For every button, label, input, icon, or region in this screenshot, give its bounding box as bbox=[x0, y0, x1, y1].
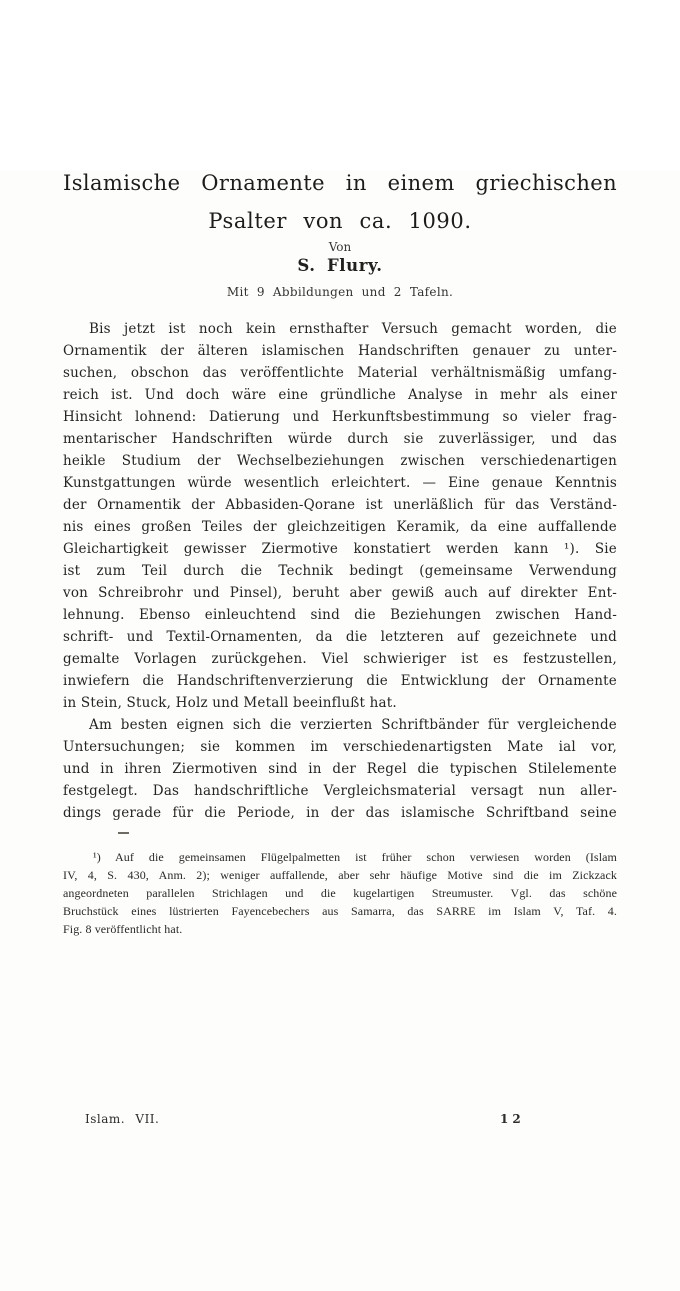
text-line: der Ornamentik der Abbasiden-Qorane ist unerläßlich für das Verständ- bbox=[63, 497, 617, 513]
text-line: Hinsicht lohnend: Datierung und Herkunftsbestimmung so vieler frag- bbox=[63, 409, 617, 425]
text-line: schrift- und Textil-Ornamenten, da die letzteren auf gezeichnete und bbox=[63, 629, 617, 645]
footnote-line: IV, 4, S. 430, Anm. 2); weniger auffallende, aber sehr häufige Motive sind die im Zickzack bbox=[63, 868, 617, 882]
text-line: nis eines großen Teiles der gleichzeitigen Keramik, da eine auffallende bbox=[63, 519, 617, 535]
text-block bbox=[63, 170, 617, 938]
paragraph-1 bbox=[63, 318, 617, 714]
text-line: festgelegt. Das handschriftliche Vergleichsmaterial versagt nun aller- bbox=[63, 783, 617, 799]
byline-intro: Von bbox=[328, 240, 352, 254]
paragraph-2 bbox=[63, 714, 617, 824]
text-line: ist zum Teil durch die Technik bedingt (gemeinsame Verwendung bbox=[63, 563, 617, 579]
text-line: mentarischer Handschriften würde durch sie zuverlässiger, und das bbox=[63, 431, 617, 447]
illustrations-note: Mit 9 Abbildungen und 2 Tafeln. bbox=[226, 285, 454, 299]
page-footer bbox=[0, 1112, 680, 1130]
footnote bbox=[63, 848, 617, 938]
text-line: Bis jetzt ist noch kein ernsthafter Versuch gemacht worden, die bbox=[89, 321, 617, 337]
footnote-line: ¹) Auf die gemeinsamen Flügelpalmetten ist früher schon verwiesen worden (Islam bbox=[93, 850, 617, 864]
text-line: inwiefern die Handschriftenverzierung die Entwicklung der Ornamente bbox=[63, 673, 617, 689]
footnote-line: Bruchstück eines lüstrierten Fayencebechers aus Samarra, das SARRE im Islam V, Taf. 4. bbox=[63, 904, 617, 918]
sheet-signature-number: 12 bbox=[500, 1112, 525, 1126]
footnote-line: Fig. 8 veröffentlicht hat. bbox=[63, 922, 183, 936]
text-line: von Schreibrohr und Pinsel), beruht aber gewiß auch auf direkter Ent- bbox=[63, 585, 617, 601]
text-line: reich ist. Und doch wäre eine gründliche Analyse in mehr als einer bbox=[63, 387, 617, 403]
text-line: lehnung. Ebenso einleuchtend sind die Beziehungen zwischen Hand- bbox=[63, 607, 617, 623]
text-line: heikle Studium der Wechselbeziehungen zwischen verschiedenartigen bbox=[63, 453, 617, 469]
text-line: suchen, obschon das veröffentlichte Material verhältnismäßig umfang- bbox=[63, 365, 617, 381]
text-line: Am besten eignen sich die verzierten Schriftbänder für vergleichende bbox=[89, 717, 617, 733]
text-line: und in ihren Ziermotiven sind in der Regel die typischen Stilelemente bbox=[63, 761, 617, 777]
text-line: Untersuchungen; sie kommen im verschiedenartigsten Mate ial vor, bbox=[63, 739, 617, 755]
text-line: Kunstgattungen würde wesentlich erleichtert. — Eine genaue Kenntnis bbox=[63, 475, 617, 491]
journal-signature: Islam. VII. bbox=[85, 1112, 160, 1126]
text-line: gemalte Vorlagen zurückgehen. Viel schwieriger ist es festzustellen, bbox=[63, 651, 617, 667]
body-text bbox=[63, 318, 617, 824]
page-title-line-1: Islamische Ornamente in einem griechischen bbox=[63, 171, 617, 195]
text-line: Gleichartigkeit gewisser Ziermotive konstatiert werden kann ¹). Sie bbox=[63, 541, 617, 557]
text-line: dings gerade für die Periode, in der das islamische Schriftband seine bbox=[63, 805, 617, 821]
footnote-line: angeordneten parallelen Strichlagen und die kugelartigen Streumuster. Vgl. das schöne bbox=[63, 886, 617, 900]
text-line: Ornamentik der älteren islamischen Handschriften genauer zu unter- bbox=[63, 343, 617, 359]
text-line: in Stein, Stuck, Holz und Metall beeinflußt hat. bbox=[63, 695, 397, 711]
page-title-line-2: Psalter von ca. 1090. bbox=[208, 209, 472, 233]
footnote-separator bbox=[118, 832, 129, 834]
document-page bbox=[0, 170, 680, 1291]
author-name: S. Flury. bbox=[297, 256, 383, 275]
